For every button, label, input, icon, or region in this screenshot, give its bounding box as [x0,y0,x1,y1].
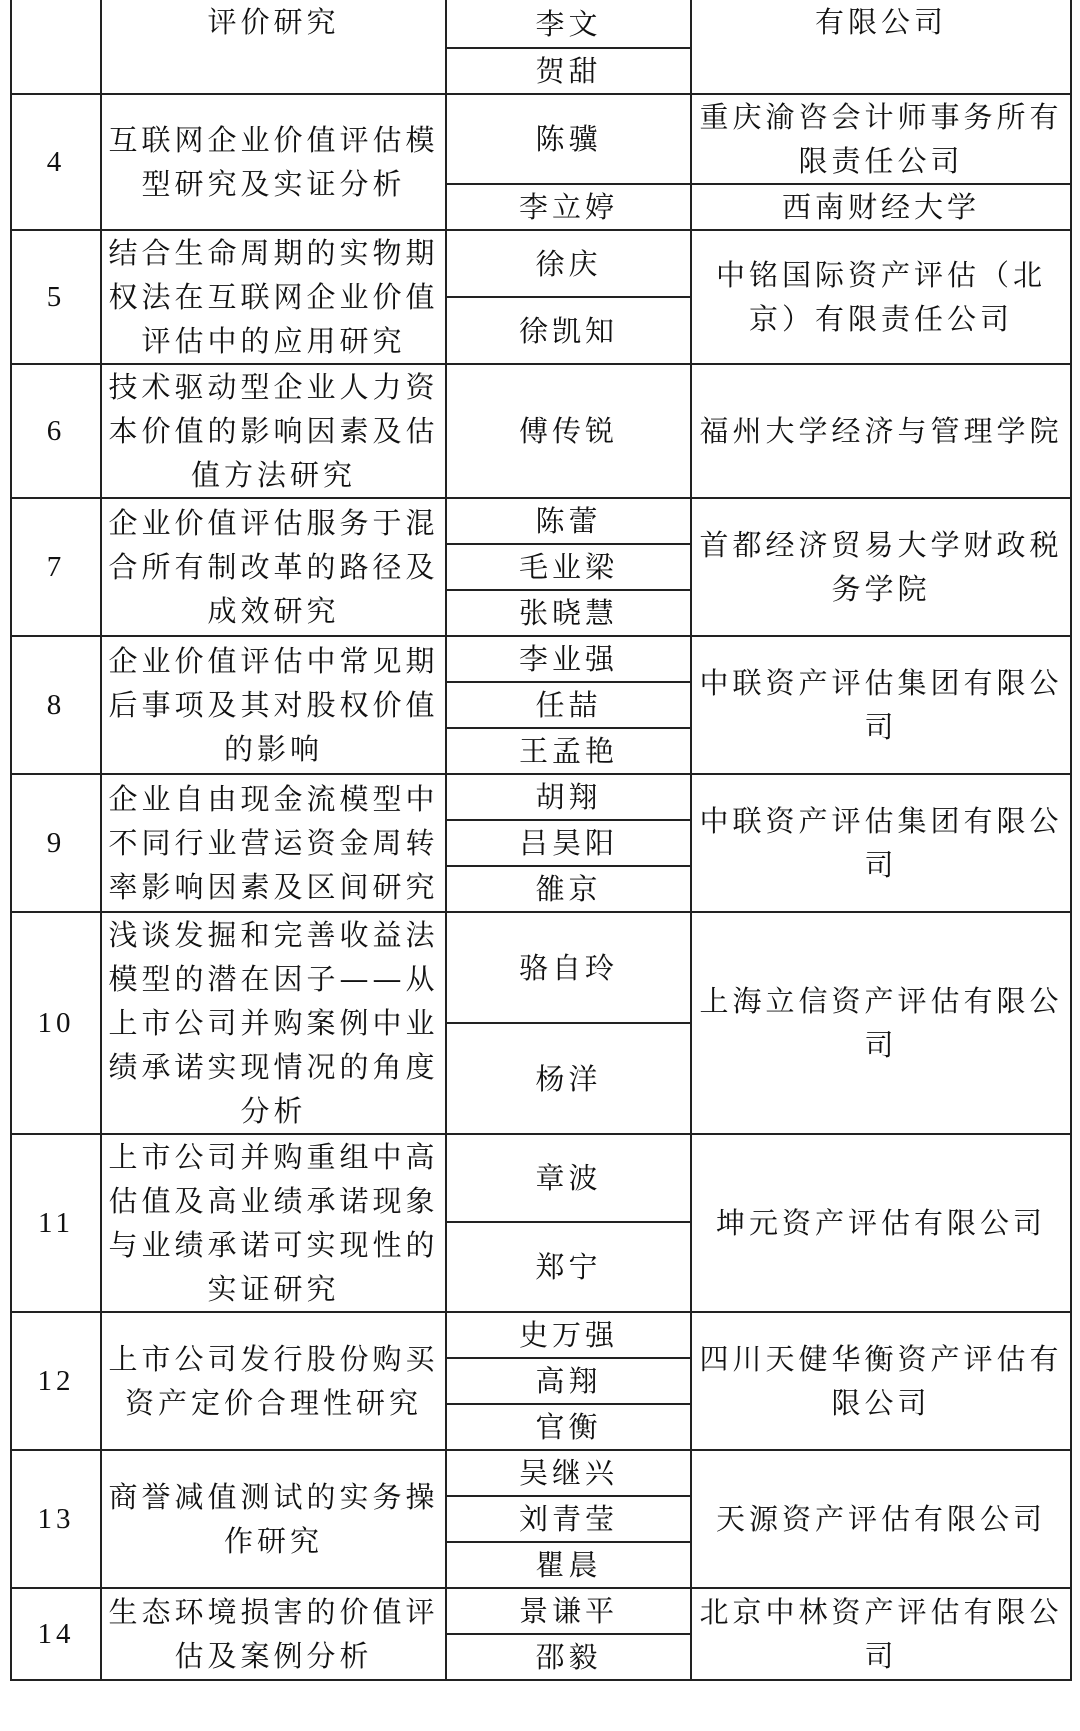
row-number: 10 [11,912,101,1134]
author-name: 瞿晨 [446,1542,691,1588]
table-row [11,1312,1071,1358]
table-row [11,912,1071,1023]
row-number: 14 [11,1588,101,1680]
project-title: 企业价值评估中常见期后事项及其对股权价值的影响 [101,636,446,774]
project-title: 企业价值评估服务于混合所有制改革的路径及成效研究 [101,498,446,636]
table-row [11,774,1071,820]
organization: 首都经济贸易大学财政税务学院 [691,498,1071,636]
author-name: 王孟艳 [446,728,691,774]
author-name: 官衡 [446,1404,691,1450]
project-title: 企业自由现金流模型中不同行业营运资金周转率影响因素及区间研究 [101,774,446,912]
author-name: 李文 [446,0,691,48]
author-name: 李业强 [446,636,691,682]
author-name: 雒京 [446,866,691,912]
project-title: 结合生命周期的实物期权法在互联网企业价值评估中的应用研究 [101,230,446,364]
table-row [11,0,1071,48]
organization: 有限公司 [691,0,1071,94]
organization: 四川天健华衡资产评估有限公司 [691,1312,1071,1450]
project-title: 评价研究 [101,0,446,94]
table-row [11,230,1071,297]
project-title: 互联网企业价值评估模型研究及实证分析 [101,94,446,230]
organization: 重庆渝咨会计师事务所有限责任公司 [691,94,1071,184]
author-name: 徐庆 [446,230,691,297]
organization: 西南财经大学 [691,184,1071,230]
organization: 福州大学经济与管理学院 [691,364,1071,498]
row-number: 8 [11,636,101,774]
author-name: 章波 [446,1134,691,1222]
author-name: 吕昊阳 [446,820,691,866]
table-row [11,364,1071,498]
row-number: 5 [11,230,101,364]
author-name: 李立婷 [446,184,691,230]
project-title: 上市公司并购重组中高估值及高业绩承诺现象与业绩承诺可实现性的实证研究 [101,1134,446,1312]
table-row [11,1588,1071,1634]
table-row [11,498,1071,544]
author-name: 郑宁 [446,1222,691,1312]
row-number: 12 [11,1312,101,1450]
organization: 坤元资产评估有限公司 [691,1134,1071,1312]
row-number: 4 [11,94,101,230]
author-name: 景谦平 [446,1588,691,1634]
table-row [11,94,1071,184]
project-table [10,0,1072,1681]
author-name: 邵毅 [446,1634,691,1680]
organization: 中联资产评估集团有限公司 [691,636,1071,774]
author-name: 任喆 [446,682,691,728]
author-name: 徐凯知 [446,297,691,364]
author-name: 傅传锐 [446,364,691,498]
author-name: 陈蕾 [446,498,691,544]
author-name: 贺甜 [446,48,691,94]
organization: 北京中林资产评估有限公司 [691,1588,1071,1680]
table-row [11,636,1071,682]
project-title: 浅谈发掘和完善收益法模型的潜在因子——从上市公司并购案例中业绩承诺实现情况的角度分析 [101,912,446,1134]
project-title: 上市公司发行股份购买资产定价合理性研究 [101,1312,446,1450]
organization: 中联资产评估集团有限公司 [691,774,1071,912]
author-name: 毛业梁 [446,544,691,590]
row-number: 13 [11,1450,101,1588]
organization: 上海立信资产评估有限公司 [691,912,1071,1134]
row-number: 7 [11,498,101,636]
author-name: 刘青莹 [446,1496,691,1542]
author-name: 杨洋 [446,1023,691,1134]
row-number: 11 [11,1134,101,1312]
row-number: 6 [11,364,101,498]
project-title: 商誉减值测试的实务操作研究 [101,1450,446,1588]
organization: 中铭国际资产评估（北京）有限责任公司 [691,230,1071,364]
project-title: 技术驱动型企业人力资本价值的影响因素及估值方法研究 [101,364,446,498]
row-number [11,0,101,94]
author-name: 史万强 [446,1312,691,1358]
author-name: 陈骥 [446,94,691,184]
table-row [11,1134,1071,1222]
author-name: 高翔 [446,1358,691,1404]
row-number: 9 [11,774,101,912]
author-name: 骆自玲 [446,912,691,1023]
author-name: 胡翔 [446,774,691,820]
project-title: 生态环境损害的价值评估及案例分析 [101,1588,446,1680]
author-name: 张晓慧 [446,590,691,636]
table-row [11,1450,1071,1496]
author-name: 吴继兴 [446,1450,691,1496]
organization: 天源资产评估有限公司 [691,1450,1071,1588]
